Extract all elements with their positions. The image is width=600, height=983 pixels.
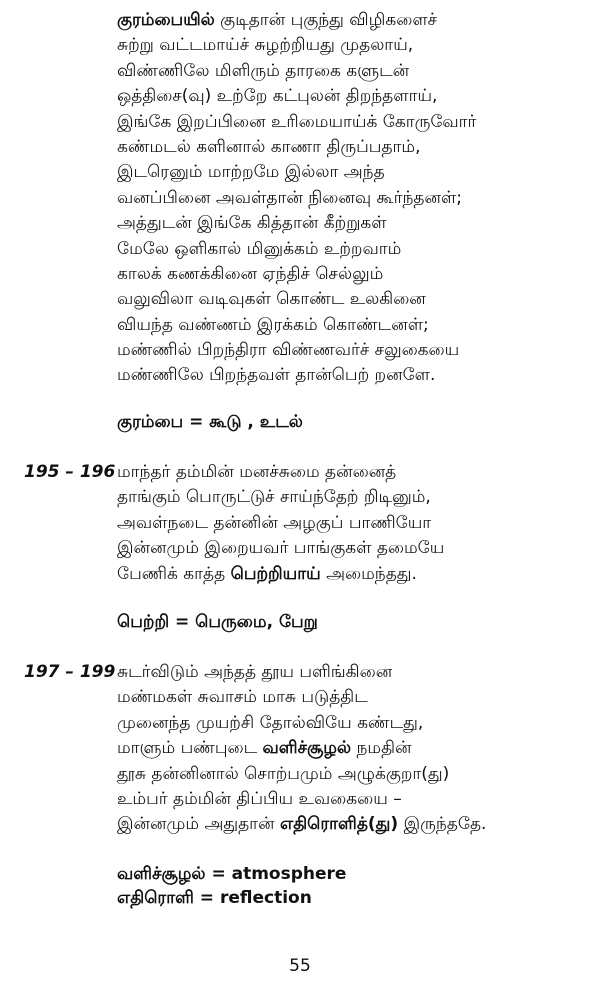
verse-text: கண்மடல் களினால் காணா திருப்பதாம், — [117, 136, 421, 157]
verse-text: அத்துடன் இங்கே கித்தான் கீற்றுகள் — [117, 213, 387, 234]
verse-text: விண்ணிலே மிளிரும் தாரகை களுடன் — [117, 60, 410, 81]
verse-text: வனப்பினை அவள்தான் நினைவு கூர்ந்தனள்; — [117, 187, 463, 208]
verse-text: மேலே ஒளிகால் மினுக்கம் உற்றவாம் — [117, 238, 402, 259]
verse-text: முனைந்த முயற்சி தோல்வியே கண்டது, — [117, 712, 424, 733]
verse-line — [117, 711, 587, 736]
gloss-petri: பெற்றி = பெருமை, பேறு — [117, 612, 318, 632]
verse-text: குடிதான் புகுந்து விழிகளைச் — [214, 10, 438, 30]
verse-text: இன்னமும் இறையவர் பாங்குகள் தமையே — [117, 538, 445, 559]
gloss-kurambai: குரம்பை = கூடு , உடல் — [117, 412, 303, 432]
gloss-valichoozhal: வளிச்சூழல் = atmosphere — [117, 864, 347, 884]
glossed-word: பெற்றியாய் — [230, 563, 321, 584]
verse-text: வியந்த வண்ணம் இரக்கம் கொண்டனள்; — [117, 314, 429, 335]
stanza-1 — [117, 8, 587, 389]
stanza-3 — [117, 660, 587, 838]
verse-text: காலக் கணக்கினை ஏந்திச் செல்லும் — [117, 263, 384, 284]
verse-text: மாளும் பண்புடை — [117, 738, 263, 759]
verse-line — [117, 110, 587, 135]
verse-text: தாங்கும் பொருட்டுச் சாய்ந்தேற் றிடினும், — [117, 487, 431, 508]
stanza-2 — [117, 460, 587, 587]
verse-number-195-196: 195 – 196 — [24, 462, 116, 482]
verse-line — [117, 33, 587, 58]
verse-text: ஒத்திசை(வு) உற்றே கட்புலன் திறந்தளாய், — [117, 86, 438, 107]
verse-line — [117, 135, 587, 160]
verse-line — [117, 338, 587, 363]
verse-text: இன்னமும் அதுதான் — [117, 814, 280, 835]
verse-text: வலுவிலா வடிவுகள் கொண்ட உலகினை — [117, 289, 426, 310]
verse-text: சுற்று வட்டமாய்ச் சுழற்றியது முதலாய், — [117, 35, 414, 56]
verse-text: பேணிக் காத்த — [117, 563, 231, 584]
verse-text: மண்மகள் சுவாசம் மாசு படுத்திட — [117, 687, 368, 708]
verse-line — [117, 762, 587, 787]
glossed-word: குரம்பையில் — [117, 10, 215, 30]
verse-text: நமதின் — [351, 738, 412, 759]
verse-text: மாந்தர் தம்மின் மனச்சுமை தன்னைத் — [117, 462, 397, 482]
verse-text: இடரெனும் மாற்றமே இல்லா அந்த — [117, 162, 385, 183]
verse-line — [117, 485, 587, 510]
verse-text: அவள்நடை தன்னின் அழகுப் பாணியோ — [117, 512, 432, 533]
verse-text: உம்பர் தம்மின் திப்பிய உவகையை – — [117, 788, 402, 809]
verse-line — [117, 787, 587, 812]
gloss-ethiroli: எதிரொளி = reflection — [117, 888, 312, 908]
verse-line — [117, 460, 587, 485]
verse-text: தூசு தன்னினால் சொற்பமும் அழுக்குறா(து) — [117, 763, 450, 784]
verse-text: அமைந்தது. — [320, 563, 417, 584]
verse-line — [117, 812, 587, 837]
verse-line — [117, 685, 587, 710]
verse-line — [117, 313, 587, 338]
verse-line — [117, 186, 587, 211]
verse-line — [117, 160, 587, 185]
verse-line — [117, 287, 587, 312]
verse-line — [117, 211, 587, 236]
verse-line — [117, 562, 587, 587]
verse-text: இருந்ததே. — [398, 814, 487, 835]
glossed-word: வளிச்சூழல் — [262, 738, 352, 759]
verse-text: இங்கே இறப்பினை உரிமையாய்க் கோருவோர் — [117, 111, 477, 132]
verse-text: மண்ணில் பிறந்திரா விண்ணவர்ச் சலுகையை — [117, 340, 460, 361]
verse-line — [117, 660, 587, 685]
verse-number-197-199: 197 – 199 — [24, 662, 116, 682]
verse-text: சுடர்விடும் அந்தத் தூய பளிங்கினை — [117, 662, 393, 682]
verse-line — [117, 262, 587, 287]
verse-line — [117, 736, 587, 761]
verse-line — [117, 237, 587, 262]
verse-line — [117, 59, 587, 84]
verse-text: மண்ணிலே பிறந்தவள் தான்பெற் றனளே. — [117, 365, 436, 386]
page-number: 55 — [289, 956, 311, 976]
verse-line — [117, 511, 587, 536]
verse-line — [117, 363, 587, 388]
verse-line — [117, 84, 587, 109]
verse-line — [117, 536, 587, 561]
glossed-word: எதிரொளித்(து) — [279, 814, 399, 835]
verse-line — [117, 8, 587, 33]
